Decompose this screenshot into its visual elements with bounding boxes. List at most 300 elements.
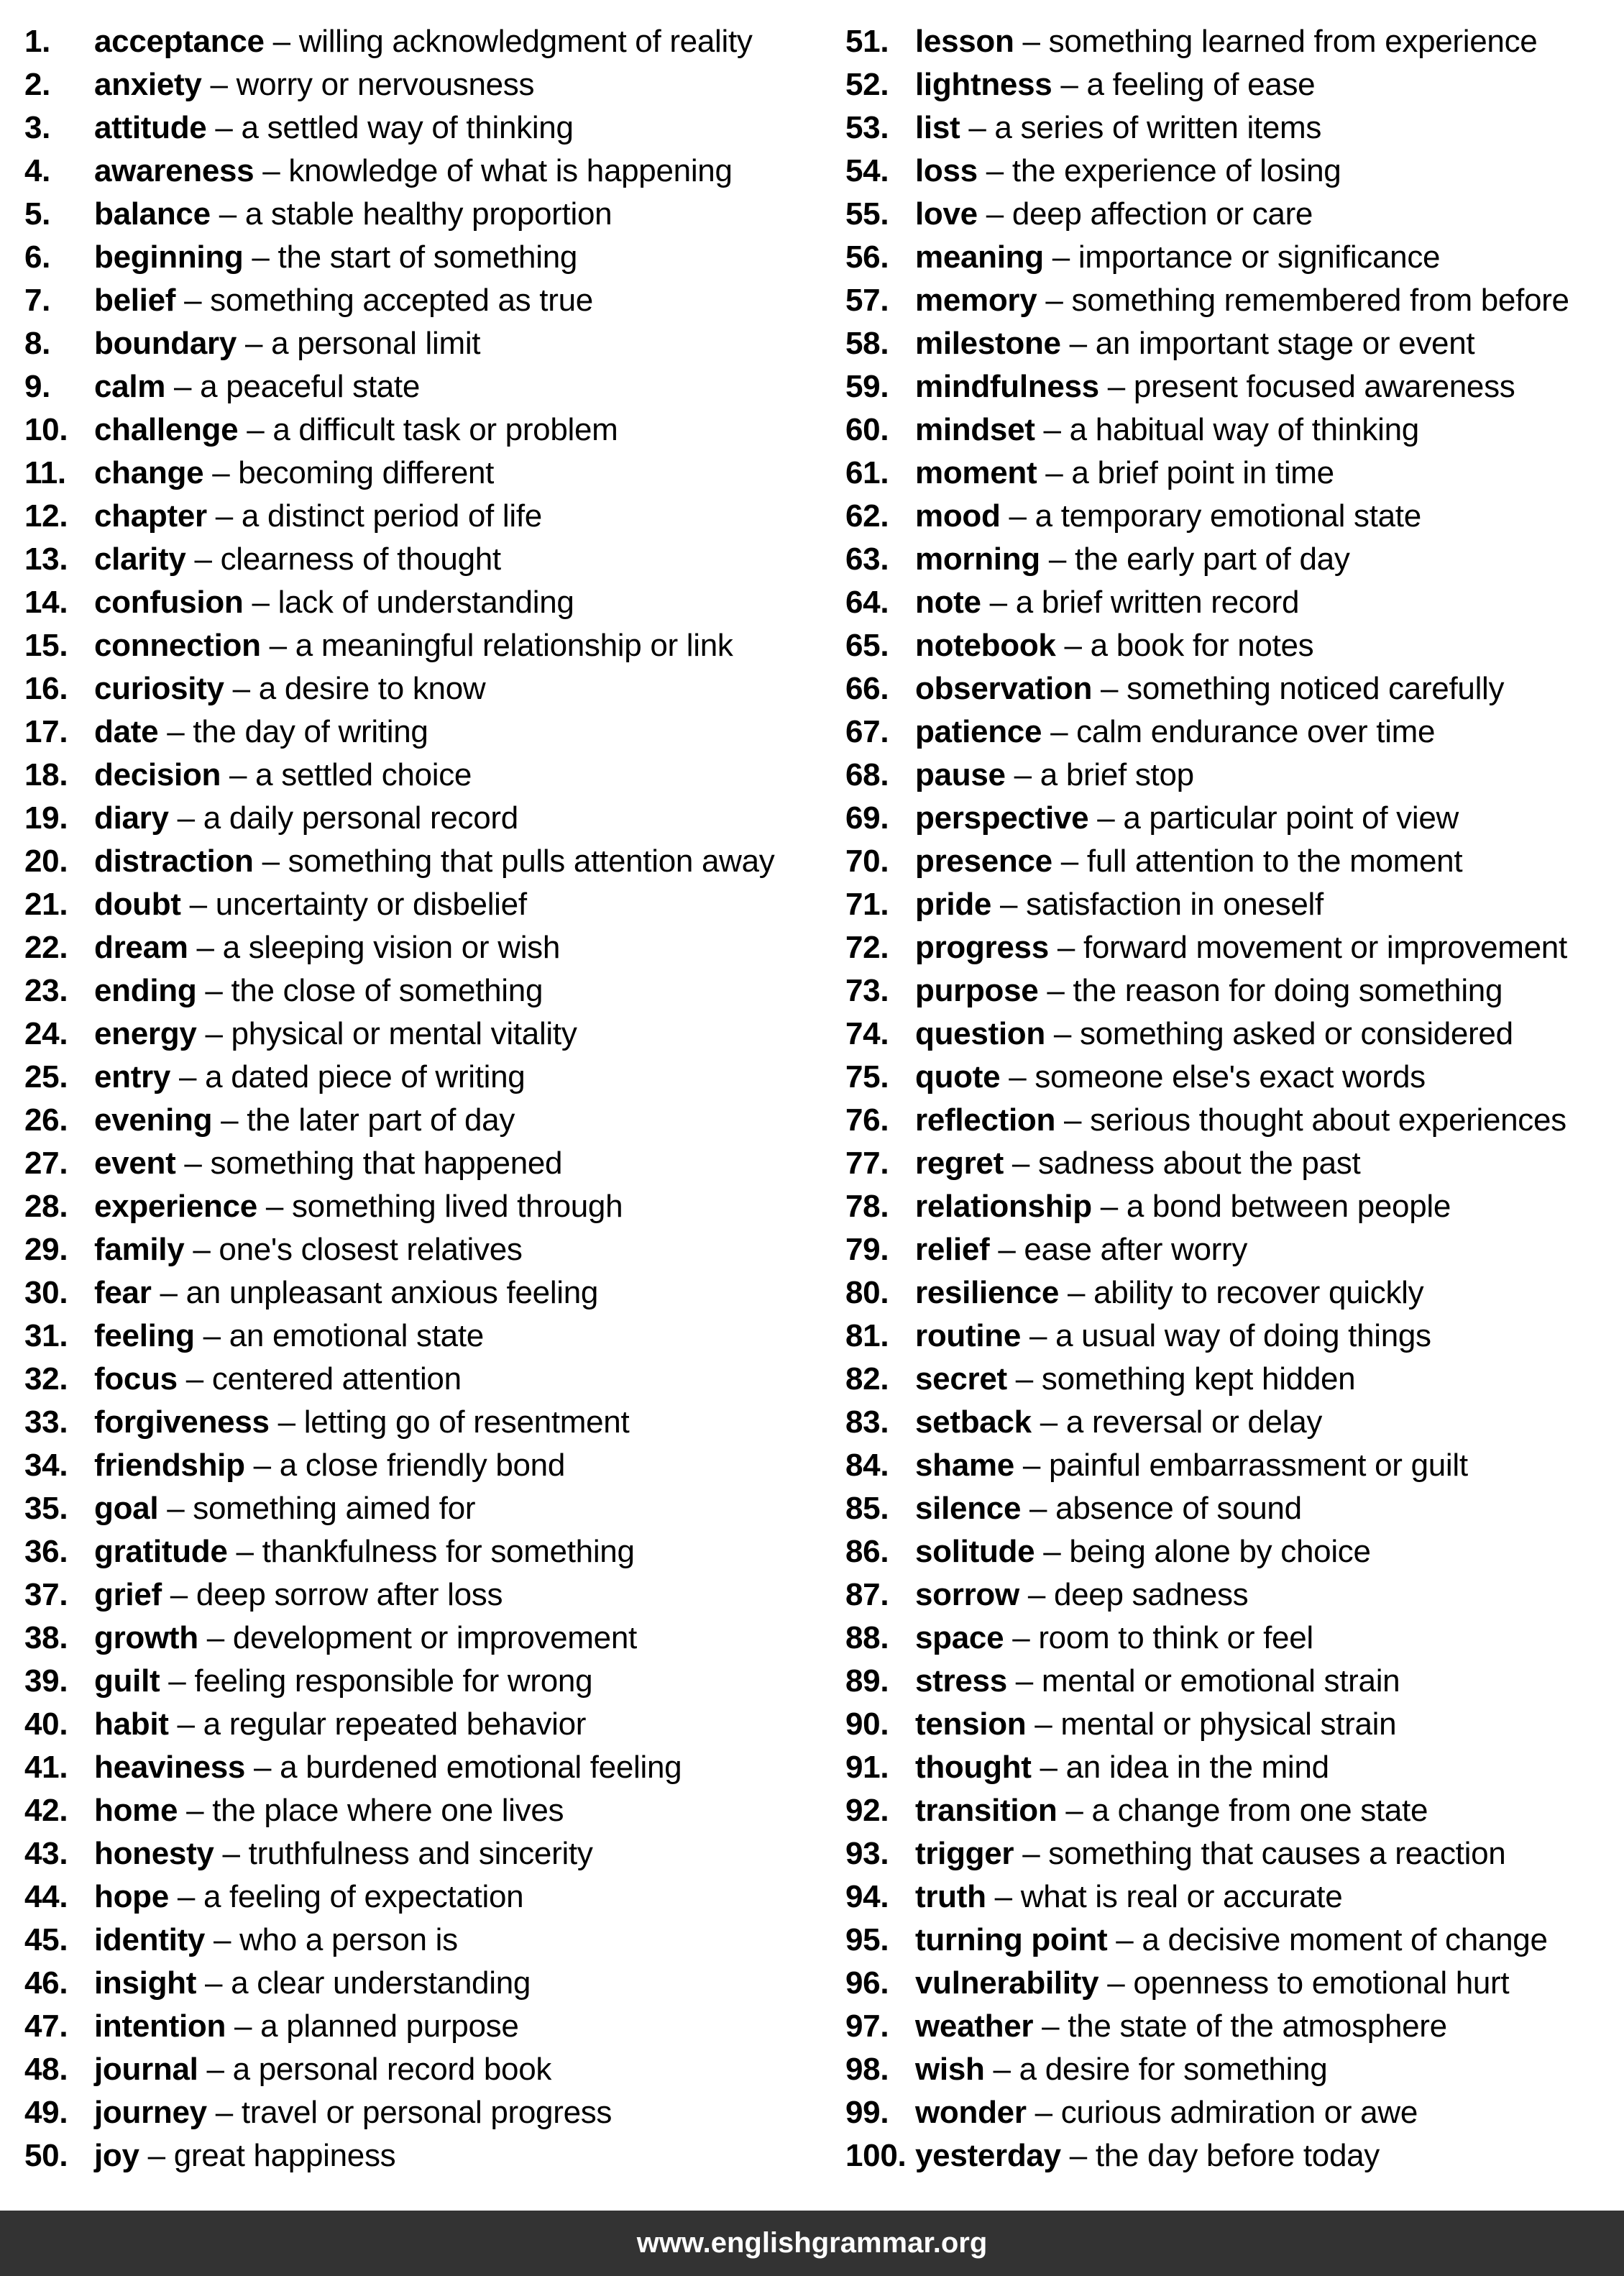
list-item xyxy=(24,1962,822,2005)
entry-term: perspective xyxy=(915,800,1089,836)
list-item xyxy=(24,1315,822,1358)
list-item xyxy=(845,2048,1622,2091)
entry-definition: sadness about the past xyxy=(1037,1146,1361,1181)
entry-definition: a settled way of thinking xyxy=(241,110,574,145)
entry-number: 74. xyxy=(845,1016,889,1051)
list-item xyxy=(845,1962,1622,2005)
list-item xyxy=(24,797,822,840)
entry-separator: – xyxy=(247,412,265,447)
entry-definition: clearness of thought xyxy=(220,541,501,577)
entry-separator: – xyxy=(219,196,237,232)
entry-separator: – xyxy=(262,844,280,879)
entry-separator: – xyxy=(1097,800,1115,836)
list-item xyxy=(24,754,822,797)
list-item xyxy=(24,322,822,365)
entry-separator: – xyxy=(1000,887,1018,922)
entry-term: memory xyxy=(915,283,1037,318)
entry-number: 29. xyxy=(24,1232,68,1267)
entry-number: 24. xyxy=(24,1016,68,1051)
entry-definition: mental or physical strain xyxy=(1060,1706,1397,1742)
entry-definition: a personal record book xyxy=(232,2052,552,2087)
footer-bar xyxy=(0,2211,1624,2276)
entry-separator: – xyxy=(168,1663,186,1699)
entry-separator: – xyxy=(232,671,250,706)
list-item xyxy=(845,1746,1622,1789)
entry-separator: – xyxy=(265,1189,284,1224)
list-item xyxy=(845,236,1622,279)
list-item xyxy=(845,1315,1622,1358)
list-item xyxy=(24,452,822,495)
entry-definition: a feeling of expectation xyxy=(203,1879,524,1914)
entry-separator: – xyxy=(205,1965,223,2001)
entry-separator: – xyxy=(252,239,270,275)
entry-definition: a distinct period of life xyxy=(241,498,542,534)
entry-separator: – xyxy=(1043,412,1061,447)
entry-number: 12. xyxy=(24,498,68,534)
entry-term: setback xyxy=(915,1404,1032,1440)
entry-number: 5. xyxy=(24,196,51,232)
entry-number: 50. xyxy=(24,2138,68,2173)
entry-number: 32. xyxy=(24,1361,68,1397)
entry-separator: – xyxy=(1029,1491,1047,1526)
entry-separator: – xyxy=(177,1879,196,1914)
entry-number: 60. xyxy=(845,412,889,447)
list-item xyxy=(845,797,1622,840)
entry-term: love xyxy=(915,196,978,232)
entry-term: anxiety xyxy=(94,67,202,102)
entry-separator: – xyxy=(1029,1318,1047,1353)
list-item xyxy=(24,1228,822,1271)
entry-number: 77. xyxy=(845,1146,889,1181)
entry-number: 22. xyxy=(24,930,68,965)
entry-number: 69. xyxy=(845,800,889,836)
entry-term: yesterday xyxy=(915,2138,1061,2173)
entry-separator: – xyxy=(269,628,287,663)
entry-definition: who a person is xyxy=(239,1922,458,1957)
entry-definition: the state of the atmosphere xyxy=(1068,2008,1447,2044)
entry-number: 62. xyxy=(845,498,889,534)
entry-number: 89. xyxy=(845,1663,889,1699)
entry-separator: – xyxy=(1047,973,1065,1008)
entry-definition: travel or personal progress xyxy=(241,2095,613,2130)
entry-separator: – xyxy=(1022,1836,1040,1871)
entry-separator: – xyxy=(1045,455,1063,490)
entry-number: 23. xyxy=(24,973,68,1008)
entry-definition: ease after worry xyxy=(1024,1232,1248,1267)
entry-definition: a temporary emotional state xyxy=(1035,498,1421,534)
entry-number: 42. xyxy=(24,1793,68,1828)
entry-term: mindset xyxy=(915,412,1035,447)
entry-number: 76. xyxy=(845,1102,889,1138)
entry-separator: – xyxy=(234,2008,252,2044)
entry-number: 18. xyxy=(24,757,68,792)
entry-definition: one's closest relatives xyxy=(219,1232,523,1267)
entry-term: identity xyxy=(94,1922,206,1957)
list-item xyxy=(845,1789,1622,1832)
entry-number: 64. xyxy=(845,585,889,620)
entry-number: 14. xyxy=(24,585,68,620)
entry-number: 8. xyxy=(24,326,51,361)
entry-number: 59. xyxy=(845,369,889,404)
entry-term: intention xyxy=(94,2008,226,2044)
entry-separator: – xyxy=(1101,671,1119,706)
entry-number: 84. xyxy=(845,1448,889,1483)
entry-definition: a stable healthy proportion xyxy=(244,196,613,232)
entry-number: 90. xyxy=(845,1706,889,1742)
entry-number: 66. xyxy=(845,671,889,706)
entry-definition: a desire for something xyxy=(1019,2052,1328,2087)
entry-definition: the place where one lives xyxy=(212,1793,564,1828)
entry-definition: painful embarrassment or guilt xyxy=(1048,1448,1468,1483)
entry-separator: – xyxy=(214,1922,231,1957)
word-list-column-left xyxy=(24,20,822,2177)
list-item xyxy=(845,495,1622,538)
entry-definition: development or improvement xyxy=(232,1620,637,1655)
entry-separator: – xyxy=(205,1016,223,1051)
entry-number: 30. xyxy=(24,1275,68,1310)
entry-term: progress xyxy=(915,930,1049,965)
entry-number: 68. xyxy=(845,757,889,792)
entry-definition: a peaceful state xyxy=(200,369,421,404)
entry-term: trigger xyxy=(915,1836,1014,1871)
entry-number: 28. xyxy=(24,1189,68,1224)
entry-number: 53. xyxy=(845,110,889,145)
list-item xyxy=(24,969,822,1013)
entry-definition: something learned from experience xyxy=(1048,24,1538,59)
entry-number: 92. xyxy=(845,1793,889,1828)
entry-term: hope xyxy=(94,1879,169,1914)
entry-term: mindfulness xyxy=(915,369,1099,404)
entry-term: growth xyxy=(94,1620,198,1655)
entry-definition: something remembered from before xyxy=(1071,283,1569,318)
entry-term: thought xyxy=(915,1750,1032,1785)
entry-number: 70. xyxy=(845,844,889,879)
entry-number: 37. xyxy=(24,1577,68,1612)
list-item xyxy=(24,1875,822,1919)
list-item xyxy=(845,1660,1622,1703)
entry-definition: a regular repeated behavior xyxy=(203,1706,587,1742)
list-item xyxy=(845,1358,1622,1401)
list-item xyxy=(845,2091,1622,2134)
entry-term: tension xyxy=(915,1706,1027,1742)
entry-definition: importance or significance xyxy=(1078,239,1441,275)
list-item xyxy=(24,1746,822,1789)
list-item xyxy=(24,408,822,452)
entry-number: 25. xyxy=(24,1059,68,1094)
entry-number: 16. xyxy=(24,671,68,706)
entry-definition: curious admiration or awe xyxy=(1060,2095,1418,2130)
entry-term: attitude xyxy=(94,110,207,145)
entry-definition: being alone by choice xyxy=(1069,1534,1371,1569)
list-item xyxy=(24,1573,822,1617)
entry-separator: – xyxy=(1022,1448,1041,1483)
entry-separator: – xyxy=(1015,1361,1033,1397)
entry-term: event xyxy=(94,1146,176,1181)
entry-term: routine xyxy=(915,1318,1022,1353)
list-item xyxy=(845,1013,1622,1056)
entry-term: pride xyxy=(915,887,992,922)
list-item xyxy=(845,2134,1622,2177)
entry-term: lesson xyxy=(915,24,1014,59)
entry-number: 100. xyxy=(845,2138,907,2173)
entry-separator: – xyxy=(210,67,228,102)
entry-term: awareness xyxy=(94,153,254,188)
entry-separator: – xyxy=(994,1879,1012,1914)
list-item xyxy=(24,1832,822,1875)
list-item xyxy=(24,63,822,106)
list-item xyxy=(845,1142,1622,1185)
entry-term: feeling xyxy=(94,1318,195,1353)
entry-term: friendship xyxy=(94,1448,245,1483)
entry-definition: a series of written items xyxy=(994,110,1322,145)
list-item xyxy=(845,926,1622,969)
entry-separator: – xyxy=(215,110,233,145)
entry-term: observation xyxy=(915,671,1093,706)
entry-definition: an unpleasant anxious feeling xyxy=(185,1275,599,1310)
entry-definition: feeling responsible for wrong xyxy=(194,1663,593,1699)
entry-term: curiosity xyxy=(94,671,224,706)
entry-number: 72. xyxy=(845,930,889,965)
entry-definition: a usual way of doing things xyxy=(1055,1318,1431,1353)
entry-definition: knowledge of what is happening xyxy=(288,153,733,188)
list-item xyxy=(24,1099,822,1142)
entry-separator: – xyxy=(229,757,247,792)
entry-number: 94. xyxy=(845,1879,889,1914)
entry-term: decision xyxy=(94,757,221,792)
entry-number: 10. xyxy=(24,412,68,447)
list-item xyxy=(24,1013,822,1056)
entry-term: journey xyxy=(94,2095,207,2130)
entry-definition: something accepted as true xyxy=(210,283,593,318)
list-item xyxy=(845,322,1622,365)
entry-definition: a change from one state xyxy=(1091,1793,1428,1828)
entry-number: 51. xyxy=(845,24,889,59)
entry-separator: – xyxy=(1022,24,1040,59)
entry-number: 41. xyxy=(24,1750,68,1785)
entry-term: purpose xyxy=(915,973,1039,1008)
entry-definition: physical or mental vitality xyxy=(231,1016,577,1051)
entry-definition: an emotional state xyxy=(229,1318,484,1353)
entry-separator: – xyxy=(968,110,986,145)
entry-separator: – xyxy=(194,541,212,577)
list-item xyxy=(845,63,1622,106)
entry-term: note xyxy=(915,585,981,620)
entry-separator: – xyxy=(986,153,1004,188)
entry-separator: – xyxy=(245,326,263,361)
entry-term: regret xyxy=(915,1146,1004,1181)
entry-separator: – xyxy=(272,24,290,59)
entry-number: 67. xyxy=(845,714,889,749)
entry-separator: – xyxy=(189,887,207,922)
entry-separator: – xyxy=(1042,2008,1060,2044)
entry-definition: forward movement or improvement xyxy=(1083,930,1567,965)
list-item xyxy=(24,20,822,63)
entry-definition: great happiness xyxy=(173,2138,396,2173)
list-item xyxy=(24,1617,822,1660)
entry-term: reflection xyxy=(915,1102,1056,1138)
entry-definition: a daily personal record xyxy=(203,800,518,836)
entry-term: stress xyxy=(915,1663,1007,1699)
entry-definition: letting go of resentment xyxy=(303,1404,630,1440)
entry-term: forgiveness xyxy=(94,1404,270,1440)
entry-term: loss xyxy=(915,153,978,188)
entry-number: 2. xyxy=(24,67,51,102)
list-item xyxy=(845,106,1622,150)
entry-number: 47. xyxy=(24,2008,68,2044)
entry-term: focus xyxy=(94,1361,178,1397)
entry-separator: – xyxy=(1057,930,1075,965)
list-item xyxy=(24,1789,822,1832)
entry-separator: – xyxy=(262,153,280,188)
entry-term: boundary xyxy=(94,326,237,361)
entry-definition: a settled choice xyxy=(255,757,472,792)
entry-number: 19. xyxy=(24,800,68,836)
entry-definition: a decisive moment of change xyxy=(1142,1922,1548,1957)
entry-definition: a clear understanding xyxy=(231,1965,531,2001)
entry-term: meaning xyxy=(915,239,1044,275)
entry-term: mood xyxy=(915,498,1001,534)
entry-separator: – xyxy=(1069,326,1087,361)
entry-definition: the day before today xyxy=(1095,2138,1380,2173)
list-item xyxy=(24,624,822,667)
entry-term: heaviness xyxy=(94,1750,246,1785)
entry-term: balance xyxy=(94,196,211,232)
entry-definition: ability to recover quickly xyxy=(1093,1275,1424,1310)
entry-number: 7. xyxy=(24,283,51,318)
entry-separator: – xyxy=(1065,1793,1083,1828)
entry-separator: – xyxy=(1100,1189,1118,1224)
entry-separator: – xyxy=(206,1620,224,1655)
entry-separator: – xyxy=(236,1534,254,1569)
entry-definition: a close friendly bond xyxy=(279,1448,566,1483)
entry-definition: serious thought about experiences xyxy=(1090,1102,1566,1138)
entry-separator: – xyxy=(1107,369,1125,404)
entry-separator: – xyxy=(1043,1534,1061,1569)
list-item xyxy=(845,150,1622,193)
entry-separator: – xyxy=(184,1146,202,1181)
entry-definition: the reason for doing something xyxy=(1073,973,1503,1008)
entry-term: list xyxy=(915,110,960,145)
entry-number: 91. xyxy=(845,1750,889,1785)
list-item xyxy=(845,408,1622,452)
list-item xyxy=(845,754,1622,797)
entry-number: 97. xyxy=(845,2008,889,2044)
entry-separator: – xyxy=(215,498,233,534)
list-item xyxy=(845,365,1622,408)
entry-separator: – xyxy=(1050,714,1068,749)
entry-separator: – xyxy=(1015,1663,1033,1699)
list-item xyxy=(845,1530,1622,1573)
entry-separator: – xyxy=(203,1318,221,1353)
list-item xyxy=(24,150,822,193)
entry-separator: – xyxy=(1052,239,1070,275)
entry-definition: a burdened emotional feeling xyxy=(280,1750,682,1785)
word-list-column-right xyxy=(845,20,1622,2177)
entry-number: 43. xyxy=(24,1836,68,1871)
list-item xyxy=(845,1832,1622,1875)
entry-term: lightness xyxy=(915,67,1052,102)
list-item xyxy=(24,1142,822,1185)
entry-definition: a brief point in time xyxy=(1071,455,1334,490)
entry-separator: – xyxy=(989,585,1007,620)
entry-separator: – xyxy=(185,1361,203,1397)
entry-term: family xyxy=(94,1232,185,1267)
entry-number: 49. xyxy=(24,2095,68,2130)
entry-term: moment xyxy=(915,455,1037,490)
entry-definition: a dated piece of writing xyxy=(205,1059,526,1094)
entry-definition: the close of something xyxy=(231,973,543,1008)
entry-definition: something that happened xyxy=(210,1146,563,1181)
entry-term: experience xyxy=(94,1189,257,1224)
entry-separator: – xyxy=(206,2052,224,2087)
entry-number: 31. xyxy=(24,1318,68,1353)
entry-definition: something that causes a reaction xyxy=(1048,1836,1506,1871)
entry-separator: – xyxy=(212,455,230,490)
list-item xyxy=(845,2005,1622,2048)
list-item xyxy=(24,236,822,279)
list-item xyxy=(845,667,1622,710)
entry-term: solitude xyxy=(915,1534,1035,1569)
entry-term: space xyxy=(915,1620,1004,1655)
entry-term: clarity xyxy=(94,541,186,577)
entry-separator: – xyxy=(179,1059,197,1094)
list-item xyxy=(24,926,822,969)
entry-definition: something noticed carefully xyxy=(1127,671,1505,706)
list-item xyxy=(845,840,1622,883)
entry-separator: – xyxy=(253,1448,271,1483)
list-item xyxy=(24,1919,822,1962)
entry-separator: – xyxy=(177,1706,195,1742)
list-item xyxy=(24,1358,822,1401)
entry-separator: – xyxy=(1045,283,1063,318)
entry-number: 85. xyxy=(845,1491,889,1526)
list-item xyxy=(845,1271,1622,1315)
entry-definition: the later part of day xyxy=(247,1102,515,1138)
entry-term: habit xyxy=(94,1706,169,1742)
list-item xyxy=(24,1401,822,1444)
entry-definition: the day of writing xyxy=(193,714,428,749)
entry-number: 99. xyxy=(845,2095,889,2130)
list-item xyxy=(845,538,1622,581)
entry-number: 54. xyxy=(845,153,889,188)
entry-number: 65. xyxy=(845,628,889,663)
entry-definition: a habitual way of thinking xyxy=(1069,412,1419,447)
entry-term: home xyxy=(94,1793,178,1828)
entry-definition: thankfulness for something xyxy=(262,1534,635,1569)
entry-number: 78. xyxy=(845,1189,889,1224)
entry-term: ending xyxy=(94,973,197,1008)
list-item xyxy=(24,2134,822,2177)
entry-number: 17. xyxy=(24,714,68,749)
list-item xyxy=(845,1401,1622,1444)
footer-url: www.englishgrammar.org xyxy=(636,2227,988,2259)
list-item xyxy=(845,1617,1622,1660)
entry-definition: satisfaction in oneself xyxy=(1026,887,1323,922)
entry-separator: – xyxy=(160,1275,178,1310)
entry-number: 88. xyxy=(845,1620,889,1655)
entry-term: beginning xyxy=(94,239,244,275)
entry-term: confusion xyxy=(94,585,244,620)
entry-term: sorrow xyxy=(915,1577,1019,1612)
entry-number: 44. xyxy=(24,1879,68,1914)
entry-definition: full attention to the moment xyxy=(1086,844,1463,879)
entry-separator: – xyxy=(1035,2095,1052,2130)
entry-term: evening xyxy=(94,1102,213,1138)
entry-definition: becoming different xyxy=(238,455,495,490)
entry-term: dream xyxy=(94,930,188,965)
entry-separator: – xyxy=(998,1232,1016,1267)
entry-separator: – xyxy=(1048,541,1066,577)
